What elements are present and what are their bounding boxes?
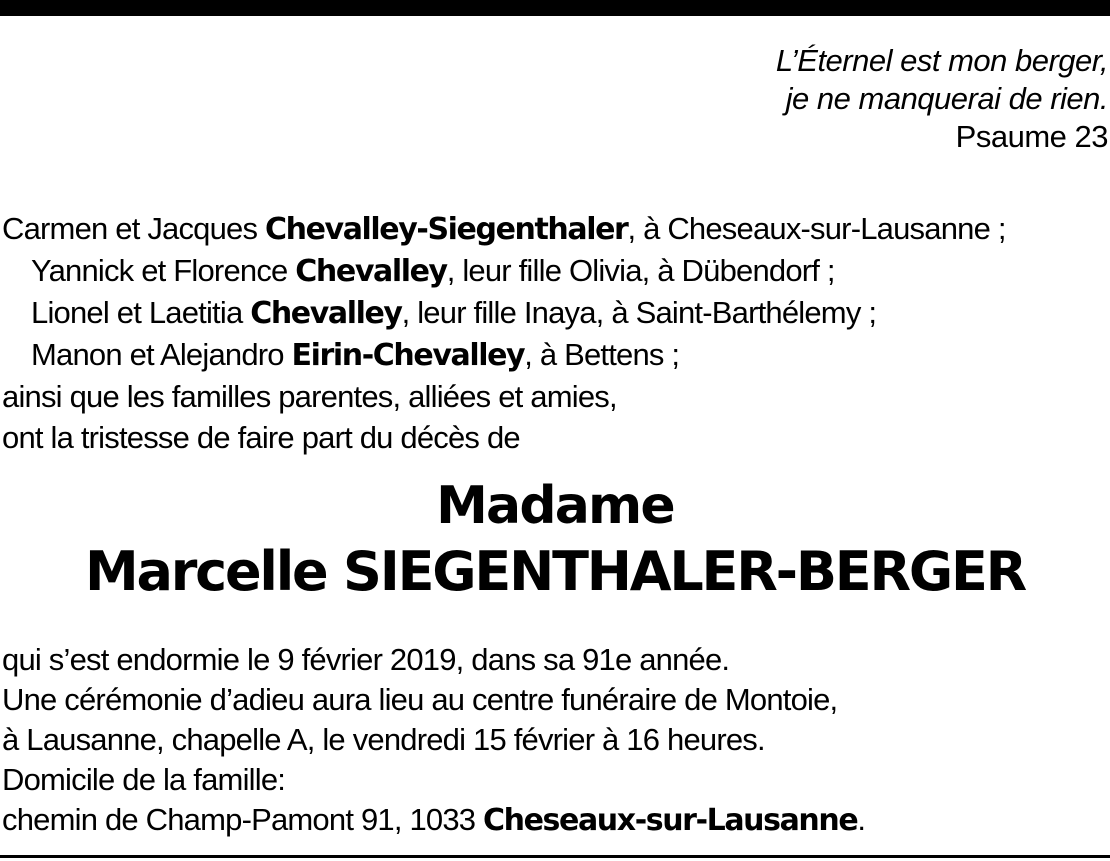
family-list <box>2 208 1006 458</box>
top-rule <box>0 0 1110 16</box>
family-line <box>2 334 1006 376</box>
deceased-title: Madame <box>436 476 674 536</box>
family-location: , leur fille Inaya, à Saint-Barthélemy ; <box>401 295 877 330</box>
psalm-line-2: je ne manquerai de rien. <box>785 81 1108 116</box>
psalm-reference: Psaume 23 <box>955 119 1108 154</box>
address-street: chemin de Champ-Pamont 91, 1033 <box>2 802 484 837</box>
family-location: , à Cheseaux-sur-Lausanne ; <box>627 211 1006 246</box>
bottom-rule <box>0 855 1110 858</box>
family-surname: Chevalley <box>295 254 447 289</box>
family-line <box>2 208 1006 250</box>
family-surname: Eirin-Chevalley <box>291 338 525 373</box>
family-line <box>2 250 1006 292</box>
family-location: , leur fille Olivia, à Dübendorf ; <box>446 253 835 288</box>
family-names: Carmen et Jacques <box>2 211 266 246</box>
death-date-line: qui s’est endormie le 9 février 2019, dans sa 91e année. <box>2 642 730 677</box>
ceremony-details <box>2 640 865 841</box>
ceremony-line: Une cérémonie d’adieu aura lieu au centre funéraire de Montoie, <box>2 682 838 717</box>
family-location: , à Bettens ; <box>524 337 680 372</box>
address-end: . <box>857 802 866 837</box>
address-line <box>2 800 865 841</box>
deceased-name-block <box>0 473 1110 605</box>
deceased-name: Marcelle SIEGENTHALER-BERGER <box>84 540 1026 603</box>
family-names: Manon et Alejandro <box>31 337 292 372</box>
domicile-label: Domicile de la famille: <box>2 762 286 797</box>
family-surname: Chevalley-Siegenthaler <box>265 212 628 247</box>
relatives-line: ainsi que les familles parentes, alliées et amies, <box>2 379 617 414</box>
family-line <box>2 292 1006 334</box>
family-names: Yannick et Florence <box>31 253 296 288</box>
family-surname: Chevalley <box>250 296 402 331</box>
psalm-line-1: L’Éternel est mon berger, <box>775 43 1108 78</box>
family-names: Lionel et Laetitia <box>31 295 251 330</box>
psalm-quote <box>776 42 1108 156</box>
announcement-line: ont la tristesse de faire part du décès de <box>2 420 520 455</box>
ceremony-time-line: à Lausanne, chapelle A, le vendredi 15 février à 16 heures. <box>2 722 765 757</box>
address-town: Cheseaux-sur-Lausanne <box>483 803 858 838</box>
